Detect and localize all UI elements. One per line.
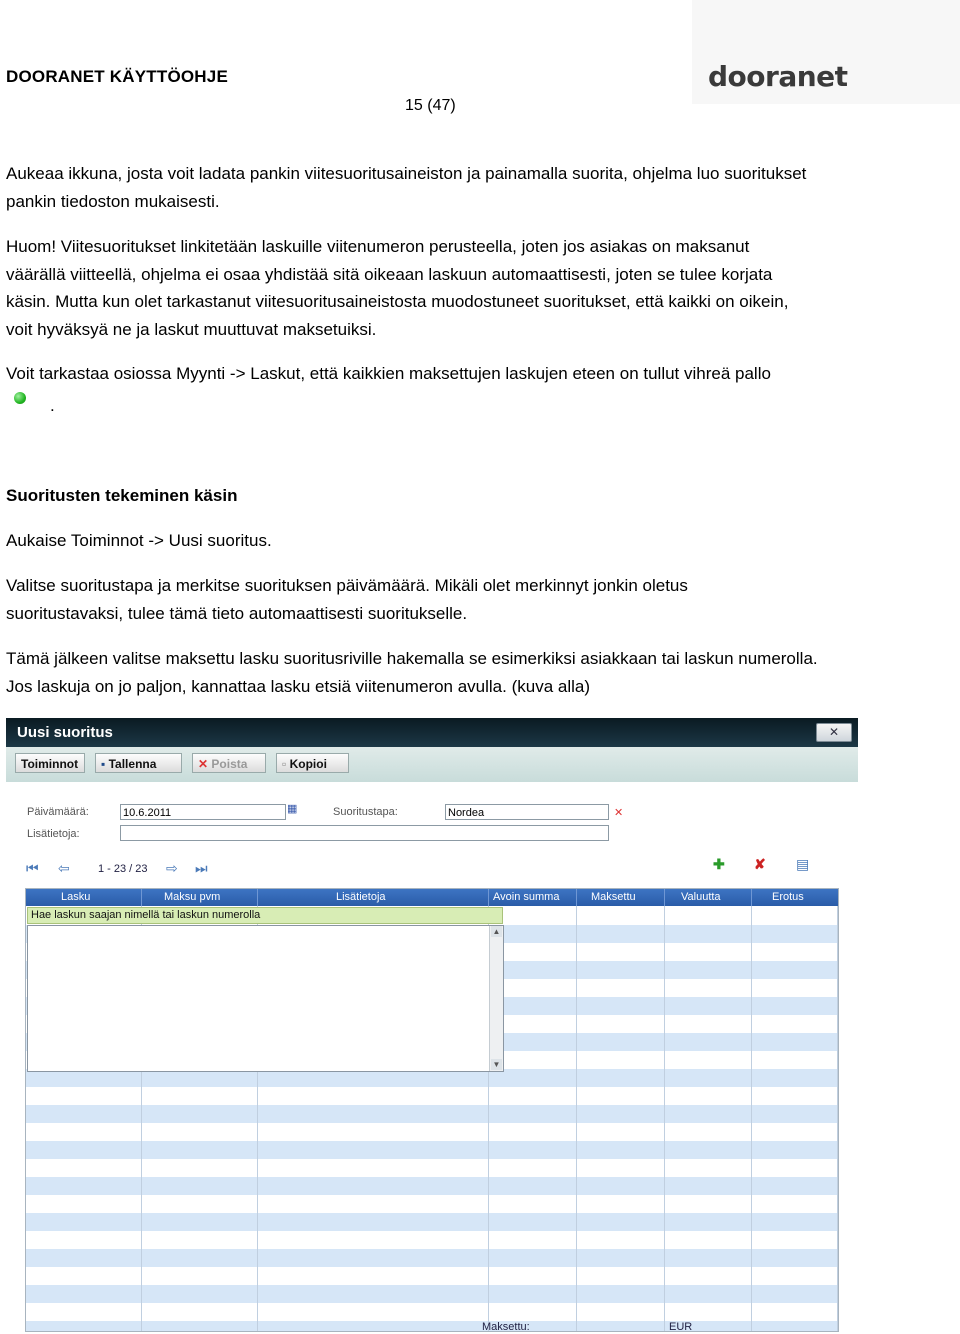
total-currency: EUR	[669, 1321, 693, 1333]
dooranet-logo	[692, 0, 960, 104]
scroll-down-icon[interactable]: ▼	[492, 1060, 501, 1069]
col-valuutta[interactable]: Valuutta	[681, 891, 721, 903]
col-lasku[interactable]: Lasku	[61, 891, 91, 903]
p2-line3: käsin. Mutta kun olet tarkastanut viitesuoritusaineistosta muodostuneet suoritukset, että kaikki on oikein,	[6, 292, 789, 311]
table-row[interactable]	[26, 1213, 838, 1231]
p2-line4: voit hyväksyä ne ja laskut muuttuvat maksetuiksi.	[6, 319, 377, 339]
window-titlebar	[6, 718, 858, 747]
date-label: Päivämäärä:	[27, 806, 89, 818]
col-lisatietoja[interactable]: Lisätietoja	[336, 891, 386, 903]
delete-row-icon[interactable]: ✘	[754, 856, 766, 872]
p2-line2: väärällä viitteellä, ohjelma ei osaa yhdistää sitä oikeaan laskuun automaattisesti, joten se tulee korjata	[6, 264, 773, 284]
tallenna-button[interactable]	[95, 753, 182, 773]
delete-icon: ✕	[198, 757, 209, 771]
page-number: 15 (47)	[405, 97, 456, 114]
col-maksettu[interactable]: Maksettu	[591, 891, 636, 903]
toiminnot-button[interactable]: Toiminnot	[15, 753, 85, 773]
table-row[interactable]	[26, 1141, 838, 1159]
pager-text: 1 - 23 / 23	[98, 863, 148, 875]
p6-line1: Tämä jälkeen valitse maksettu lasku suoritusriville hakemalla se esimerkiksi asiakkaan tai laskun numerolla.	[6, 649, 818, 668]
last-page-icon[interactable]: ⏭	[195, 860, 208, 876]
close-icon: ✕	[828, 725, 840, 739]
tallenna-label: Tallenna	[108, 757, 157, 771]
date-input[interactable]: 10.6.2011	[120, 804, 286, 820]
table-row[interactable]	[26, 1105, 838, 1123]
paragraph-1	[6, 160, 946, 215]
p1-line2: pankin tiedoston mukaisesti.	[6, 191, 220, 211]
add-row-icon[interactable]: ✚	[713, 856, 725, 872]
total-maksettu-label: Maksettu:	[482, 1321, 530, 1333]
save-icon: ▪	[101, 757, 106, 771]
info-input[interactable]	[120, 825, 609, 841]
p5-line2: suoritustavaksi, tulee tämä tieto automaattisesti suoritukselle.	[6, 603, 468, 623]
section-heading: Suoritusten tekeminen käsin	[6, 486, 238, 505]
payment-grid	[25, 888, 839, 1332]
add-multiple-icon[interactable]: ▤	[796, 856, 810, 872]
table-row[interactable]	[26, 1321, 838, 1332]
col-erotus[interactable]: Erotus	[772, 891, 804, 903]
grid-header	[26, 889, 839, 906]
info-label: Lisätietoja:	[27, 828, 80, 840]
document-title: DOORANET KÄYTTÖOHJE	[6, 67, 228, 86]
invoice-dropdown[interactable]	[27, 925, 504, 1072]
scroll-up-icon[interactable]: ▲	[492, 927, 501, 936]
copy-icon: ▫	[282, 757, 287, 771]
p2-line1: Huom! Viitesuoritukset linkitetään laskuille viitenumeron perusteella, joten jos asiakas on maksanut	[6, 237, 750, 256]
paragraph-3	[6, 360, 946, 388]
poista-label: Poista	[211, 757, 248, 771]
dropdown-scrollbar[interactable]	[489, 926, 503, 1071]
table-row[interactable]	[26, 1177, 838, 1195]
paragraph-4: Aukaise Toiminnot -> Uusi suoritus.	[6, 531, 272, 550]
p1-line1: Aukeaa ikkuna, josta voit ladata pankin viitesuoritusaineiston ja painamalla suorita, ohjelma luo suoritukset	[6, 164, 807, 183]
prev-page-icon[interactable]: ⇦	[58, 860, 70, 876]
p3-end: .	[50, 396, 55, 415]
table-row[interactable]	[26, 1249, 838, 1267]
window-title: Uusi suoritus	[17, 724, 113, 741]
clear-icon[interactable]: ✕	[614, 807, 624, 819]
calendar-icon[interactable]: ▦	[287, 803, 298, 815]
kopioi-label: Kopioi	[289, 757, 327, 771]
next-page-icon[interactable]: ⇨	[166, 860, 178, 876]
paragraph-2	[6, 233, 946, 343]
p5-line1: Valitse suoritustapa ja merkitse suorituksen päivämäärä. Mikäli olet merkinnyt jonkin oletus	[6, 576, 688, 595]
p6-line2: Jos laskuja on jo paljon, kannattaa lasku etsiä viitenumeron avulla. (kuva alla)	[6, 676, 590, 696]
green-ball-icon	[14, 392, 26, 404]
table-row[interactable]	[26, 1285, 838, 1303]
uusi-suoritus-window	[6, 718, 858, 1334]
close-button[interactable]	[816, 723, 852, 742]
method-select[interactable]: Nordea	[445, 804, 609, 820]
col-maksu-pvm[interactable]: Maksu pvm	[164, 891, 221, 903]
toolbar	[6, 747, 858, 782]
method-label: Suoritustapa:	[333, 806, 398, 818]
logo-text: dooranet	[708, 60, 848, 93]
paragraph-5	[6, 572, 946, 627]
col-avoin-summa[interactable]: Avoin summa	[493, 891, 560, 903]
search-hint[interactable]: Hae laskun saajan nimellä tai laskun numerolla	[27, 907, 503, 924]
kopioi-button[interactable]	[276, 753, 349, 773]
p3-line1: Voit tarkastaa osiossa Myynti -> Laskut, että kaikkien maksettujen laskujen eteen on tullut vihreä pallo	[6, 364, 771, 383]
first-page-icon[interactable]: ⏮	[26, 860, 39, 876]
paragraph-6	[6, 645, 946, 700]
poista-button[interactable]	[192, 753, 266, 773]
